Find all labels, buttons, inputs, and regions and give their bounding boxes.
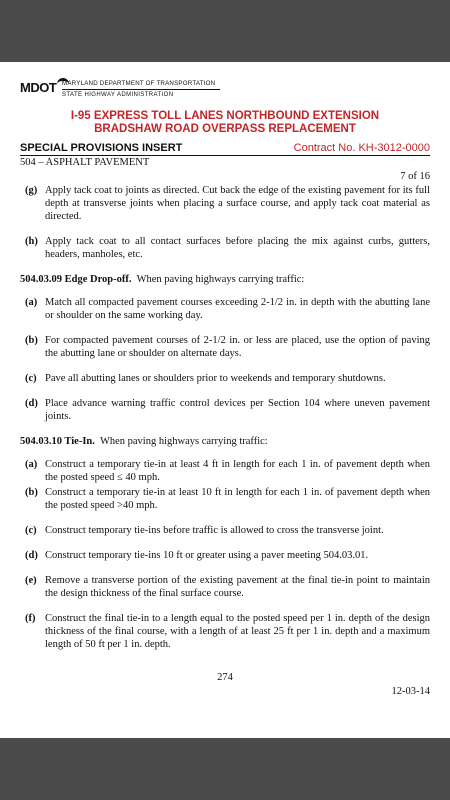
list-item: (h) Apply tack coat to all contact surfaces before placing the mix against curbs, gutters, headers, manholes, etc.	[25, 236, 430, 260]
list-item: (d) Construct temporary tie-ins 10 ft or greater using a paver meeting 504.03.01.	[25, 550, 369, 561]
bottom-toolbar	[0, 738, 450, 800]
logo-mark: MDOT	[20, 78, 69, 95]
section-heading-tie-in: 504.03.10 Tie-In. When paving highways carrying traffic:	[20, 436, 268, 447]
logo-department-text: MARYLAND DEPARTMENT OF TRANSPORTATION	[62, 80, 216, 87]
logo-divider	[62, 89, 220, 90]
mdot-logo	[20, 78, 280, 106]
list-item: (g) Apply tack coat to joints as directed. Cut back the edge of the existing pavement for its full depth at transverse joints when placing a surface course, and apply tack coat material as directed.	[25, 185, 430, 222]
section-title: 504 – ASPHALT PAVEMENT	[20, 157, 150, 168]
list-item: (c) Construct temporary tie-ins before traffic is allowed to cross the transverse joint.	[25, 525, 384, 536]
list-item: (a) Match all compacted pavement courses exceeding 2-1/2 in. in depth with the abutting lane or shoulder on the same working day.	[25, 297, 430, 321]
list-item: (b) Construct a temporary tie-in at least 10 ft in length for each 1 in. of pavement depth when the posted speed >40 mph.	[25, 487, 430, 511]
list-item: (e) Remove a transverse portion of the existing pavement at the final tie-in point to maintain the design thickness of the final surface course.	[25, 575, 430, 599]
section-heading-edge-drop-off: 504.03.09 Edge Drop-off. When paving highways carrying traffic:	[20, 274, 305, 285]
document-body	[20, 184, 430, 663]
top-status-bar	[0, 0, 450, 62]
project-title-line1: I-95 EXPRESS TOLL LANES NORTHBOUND EXTENSION	[70, 110, 380, 122]
list-item: (a) Construct a temporary tie-in at least 4 ft in length for each 1 in. of pavement depth when the posted speed ≤ 40 mph.	[25, 459, 430, 483]
list-item: (d) Place advance warning traffic control devices per Section 104 where uneven pavement joints.	[25, 398, 430, 422]
list-item: (b) For compacted pavement courses of 2-1/2 in. or less are placed, use the option of paving the abutting lane or shoulder on alternate days.	[25, 335, 430, 359]
document-page[interactable]	[0, 62, 450, 738]
list-item: (f) Construct the final tie-in to a length equal to the posted speed per 1 in. depth of the design thickness of the final course, with a length of at least 25 ft per 1 in. depth and a maximum length of 50 ft per 1 in. depth.	[25, 613, 430, 650]
special-provisions-header: SPECIAL PROVISIONS INSERT	[20, 142, 183, 154]
logo-administration-text: STATE HIGHWAY ADMINISTRATION	[62, 92, 174, 98]
revision-date: 12-03-14	[391, 686, 430, 697]
page-counter: 7 of 16	[400, 171, 430, 182]
project-title-line2: BRADSHAW ROAD OVERPASS REPLACEMENT	[94, 123, 356, 135]
contract-number: Contract No. KH-3012-0000	[293, 142, 430, 154]
page-number: 274	[217, 672, 233, 683]
header-divider	[20, 155, 430, 156]
list-item: (c) Pave all abutting lanes or shoulders prior to weekends and temporary shutdowns.	[25, 373, 386, 384]
